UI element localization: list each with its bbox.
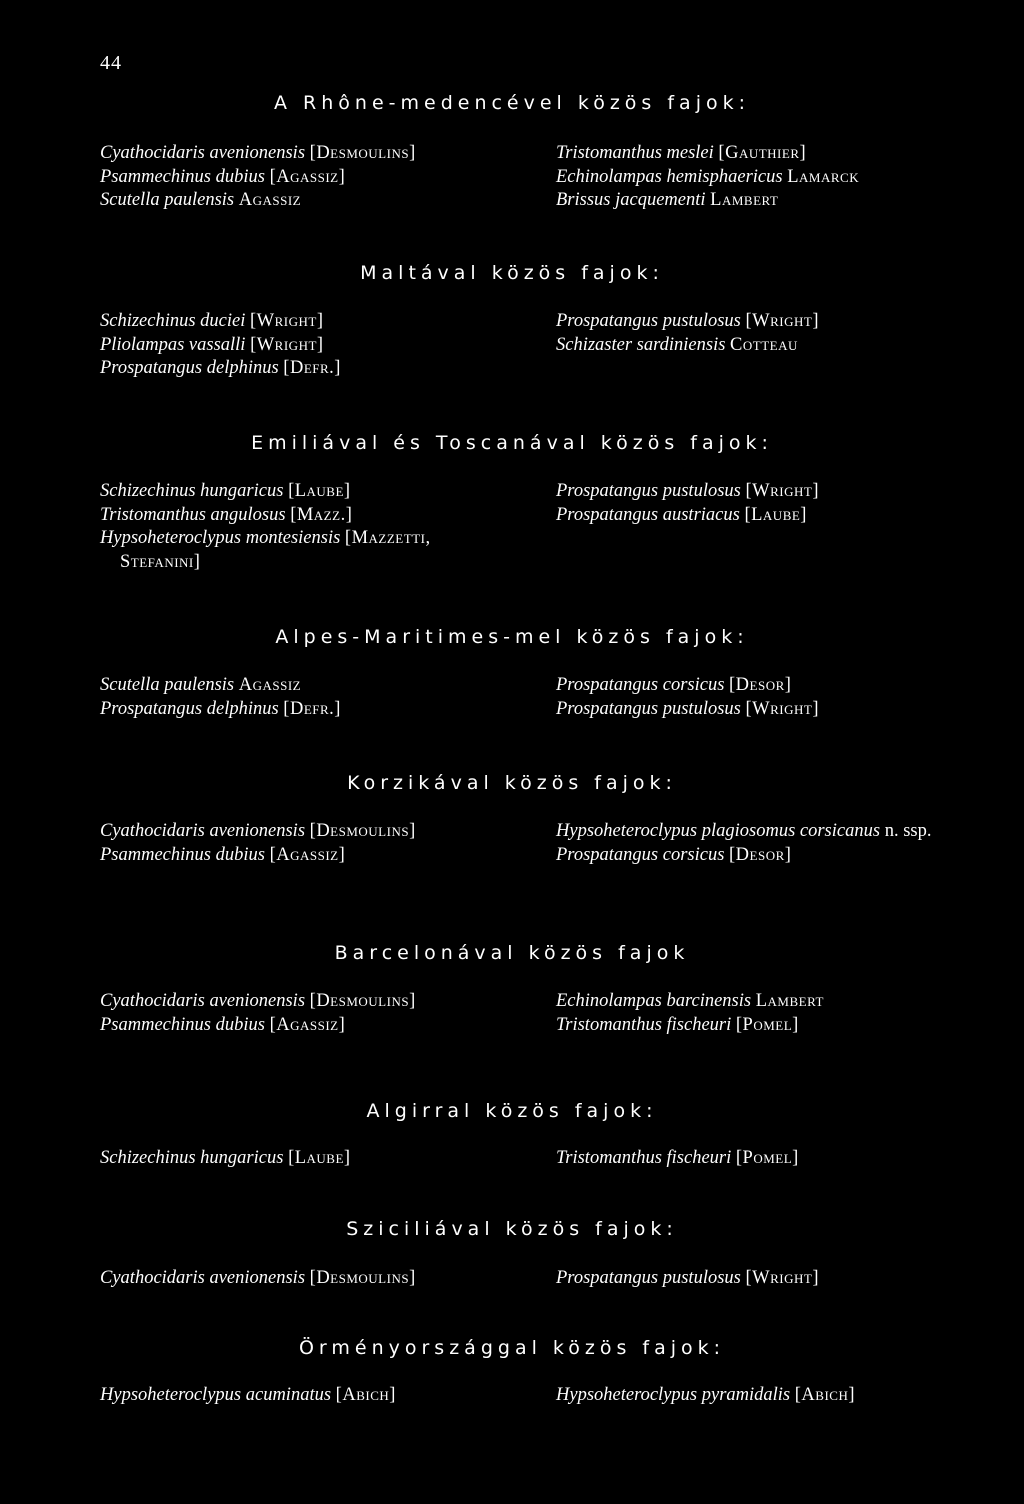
species-entry: Schizechinus hungaricus [Laube] bbox=[100, 481, 351, 501]
species-entry: Echinolampas barcinensis Lambert bbox=[556, 991, 824, 1011]
species-entry: Tristomanthus fischeuri [Pomel] bbox=[556, 1148, 799, 1168]
species-entry: Cyathocidaris avenionensis [Desmoulins] bbox=[100, 821, 416, 841]
species-entry: Hypsoheteroclypus pyramidalis [Abich] bbox=[556, 1385, 855, 1405]
species-entry: Tristomanthus angulosus [Mazz.] bbox=[100, 504, 353, 525]
species-list-rhone-left bbox=[100, 142, 416, 213]
species-entry: Schizechinus hungaricus [Laube] bbox=[100, 1148, 351, 1168]
species-entry: Hypsoheteroclypus plagiosomus corsicanus n. ssp. bbox=[556, 821, 932, 841]
species-list-barcelona-left bbox=[100, 990, 416, 1037]
section-heading-ormenyorszag: Örményországgal közös fajok: bbox=[298, 1337, 726, 1359]
species-entry: Cyathocidaris avenionensis [Desmoulins] bbox=[100, 991, 416, 1011]
species-entry: Psammechinus dubius [Agassiz] bbox=[100, 844, 346, 865]
species-entry: Cyathocidaris avenionensis [Desmoulins] bbox=[100, 1268, 416, 1288]
species-entry: Scutella paulensis Agassiz bbox=[100, 675, 302, 695]
species-list-barcelona-right bbox=[556, 990, 824, 1037]
species-list-szicilia-right bbox=[556, 1267, 819, 1291]
species-list-algir-right bbox=[556, 1147, 799, 1171]
section-heading-szicilia: Sziciliával közös fajok: bbox=[346, 1218, 678, 1240]
species-entry: Prospatangus corsicus [Desor] bbox=[556, 844, 792, 865]
species-entry: Cyathocidaris avenionensis [Desmoulins] bbox=[100, 143, 416, 163]
species-entry: Prospatangus pustulosus [Wright] bbox=[556, 311, 819, 331]
species-entry: Psammechinus dubius [Agassiz] bbox=[100, 1014, 346, 1035]
species-list-malta-left bbox=[100, 310, 341, 381]
species-entry: Hypsoheteroclypus montesiensis [Mazzetti, Stefanini] bbox=[100, 527, 431, 574]
species-entry: Prospatangus pustulosus [Wright] bbox=[556, 481, 819, 501]
species-list-rhone-right bbox=[556, 142, 859, 213]
species-entry: Prospatangus pustulosus [Wright] bbox=[556, 1268, 819, 1288]
species-list-alpes-left bbox=[100, 674, 341, 721]
species-list-algir-left bbox=[100, 1147, 351, 1171]
species-list-korzika-right bbox=[556, 820, 931, 867]
species-entry: Scutella paulensis Agassiz bbox=[100, 190, 302, 210]
species-entry: Brissus jacquementi Lambert bbox=[556, 190, 779, 210]
species-entry: Prospatangus corsicus [Desor] bbox=[556, 675, 792, 695]
section-heading-korzika: Korzikával közös fajok: bbox=[347, 772, 677, 794]
page-number: 44 bbox=[100, 52, 122, 74]
species-entry: Psammechinus dubius [Agassiz] bbox=[100, 166, 346, 187]
species-list-korzika-left bbox=[100, 820, 416, 867]
author-continuation: Stefanini] bbox=[120, 551, 201, 572]
section-heading-rhone: A Rhône-medencével közös fajok: bbox=[274, 92, 750, 114]
species-list-emilia-right bbox=[556, 480, 819, 527]
species-entry: Schizaster sardiniensis Cotteau bbox=[556, 334, 798, 355]
species-list-alpes-right bbox=[556, 674, 819, 721]
section-heading-emilia-toscana: Emiliával és Toscanával közös fajok: bbox=[251, 432, 773, 454]
species-list-ormenyorszag-right bbox=[556, 1384, 855, 1408]
species-entry: Schizechinus duciei [Wright] bbox=[100, 311, 324, 331]
species-entry: Prospatangus delphinus [Defr.] bbox=[100, 358, 341, 378]
species-list-ormenyorszag-left bbox=[100, 1384, 396, 1408]
species-entry: Pliolampas vassalli [Wright] bbox=[100, 334, 324, 355]
section-heading-alpes-maritimes: Alpes-Maritimes-mel közös fajok: bbox=[275, 626, 749, 648]
section-heading-malta: Maltával közös fajok: bbox=[360, 262, 664, 284]
species-entry: Prospatangus delphinus [Defr.] bbox=[100, 698, 341, 719]
species-entry: Tristomanthus fischeuri [Pomel] bbox=[556, 1014, 799, 1035]
species-entry: Hypsoheteroclypus acuminatus [Abich] bbox=[100, 1385, 396, 1405]
species-list-malta-right bbox=[556, 310, 819, 357]
species-entry: Prospatangus pustulosus [Wright] bbox=[556, 698, 819, 719]
species-list-emilia-left bbox=[100, 480, 431, 574]
section-heading-algir: Algirral közös fajok: bbox=[366, 1100, 658, 1122]
species-list-szicilia-left bbox=[100, 1267, 416, 1291]
species-entry: Echinolampas hemisphaericus Lamarck bbox=[556, 166, 860, 187]
species-entry: Prospatangus austriacus [Laube] bbox=[556, 504, 807, 525]
species-entry: Tristomanthus meslei [Gauthier] bbox=[556, 143, 807, 163]
section-heading-barcelona: Barcelonával közös fajok bbox=[334, 942, 690, 964]
